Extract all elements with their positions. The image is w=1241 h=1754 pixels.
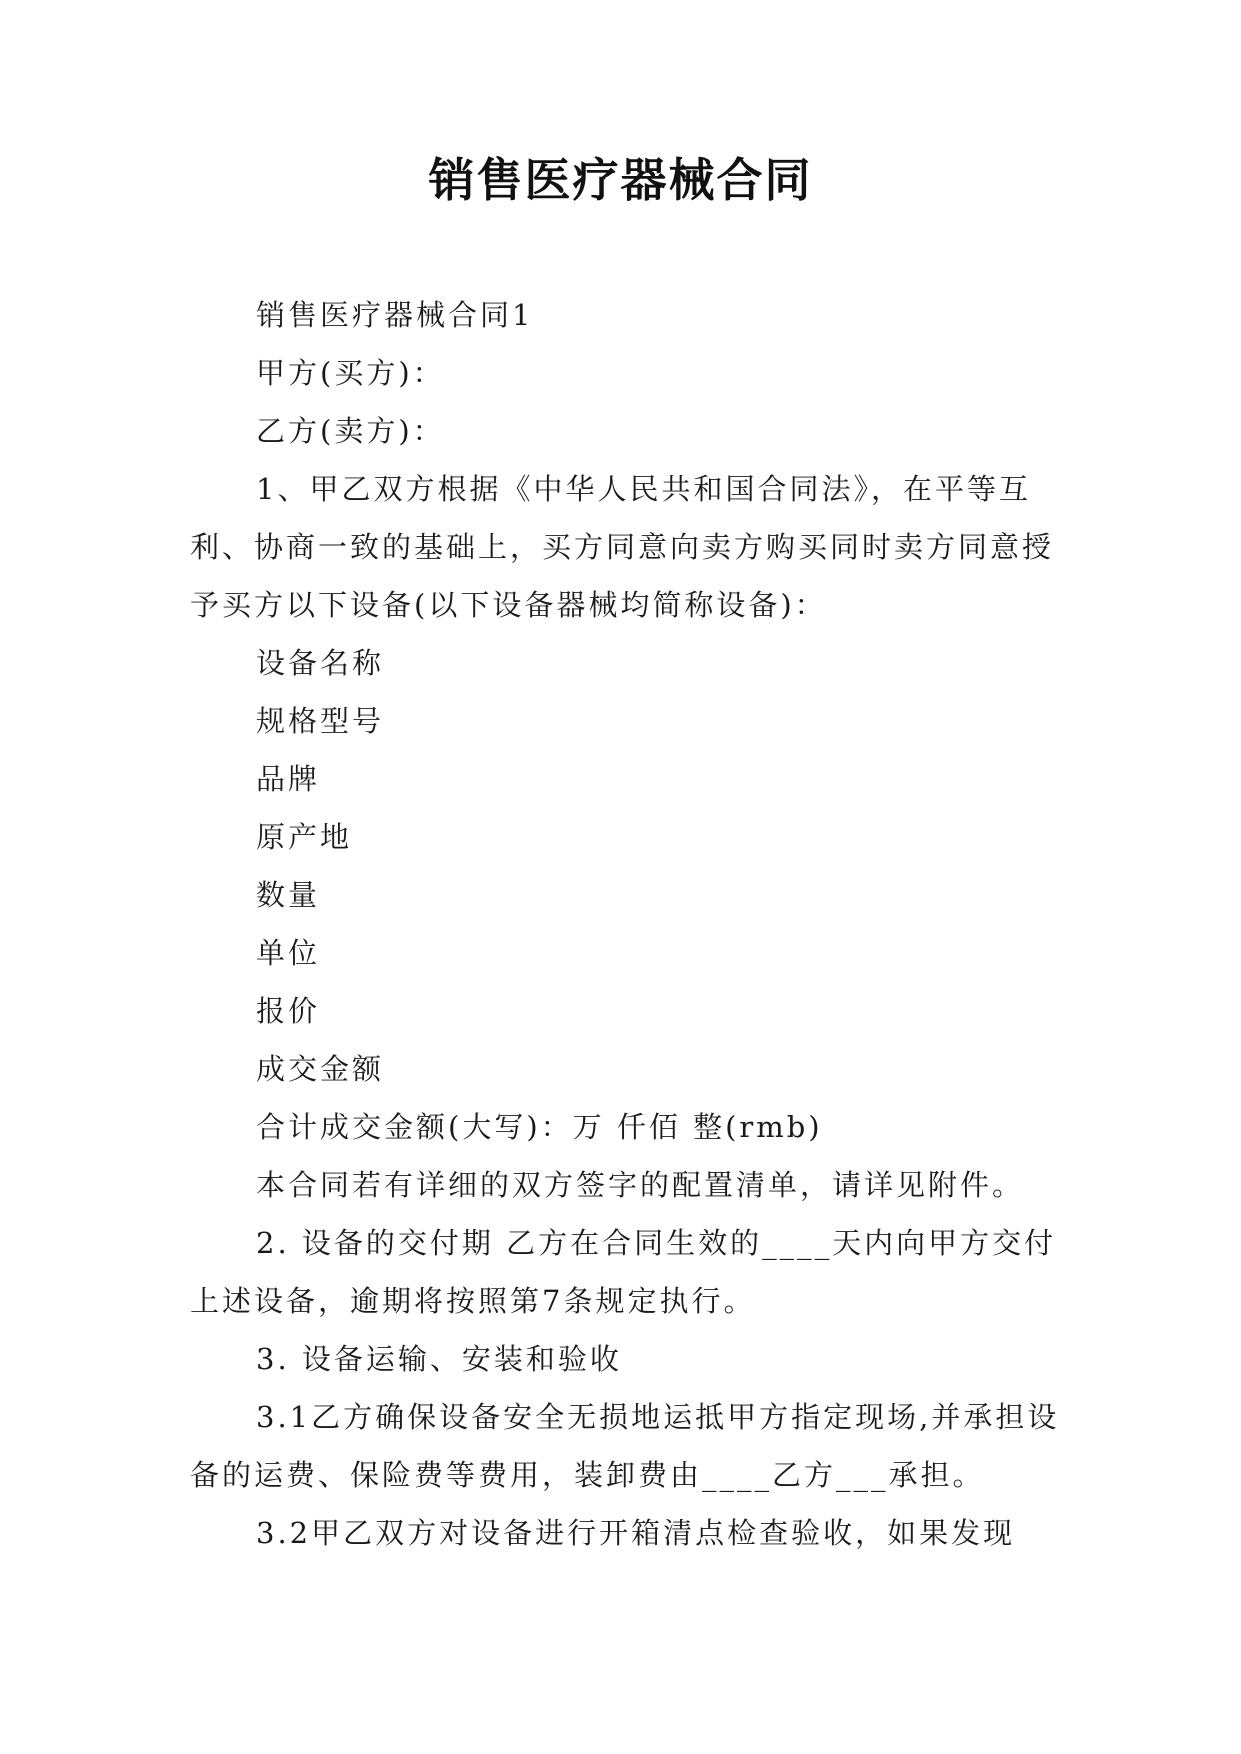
field-origin: 原产地 xyxy=(256,820,353,854)
field-amount: 成交金额 xyxy=(256,1052,385,1086)
field-model: 规格型号 xyxy=(256,704,385,738)
clause-3-2: 3.2甲乙双方对设备进行开箱清点检查验收，如果发现 xyxy=(256,1516,1016,1550)
clause-3: 3. 设备运输、安装和验收 xyxy=(256,1342,622,1376)
document-body xyxy=(190,286,1060,1562)
clause-3-1: 3.1乙方确保设备安全无损地运抵甲方指定现场,并承担设备的运费、保险费等费用，装卸费由____乙方___承担。 xyxy=(190,1400,1060,1492)
attachment-note: 本合同若有详细的双方签字的配置清单，请详见附件。 xyxy=(256,1168,1025,1202)
party-b: 乙方(卖方)： xyxy=(256,414,445,448)
party-a: 甲方(买方)： xyxy=(256,356,445,390)
field-total-amount: 合计成交金额(大写)：万 仟佰 整(rmb) xyxy=(256,1110,823,1144)
field-equipment-name: 设备名称 xyxy=(256,646,385,680)
clause-2: 2. 设备的交付期 乙方在合同生效的____天内向甲方交付上述设备，逾期将按照第7条规定执行。 xyxy=(190,1226,1057,1318)
field-quantity: 数量 xyxy=(256,878,321,912)
field-unit: 单位 xyxy=(256,936,321,970)
field-quote: 报价 xyxy=(256,994,321,1028)
clause-1: 1、甲乙双方根据《中华人民共和国合同法》，在平等互利、协商一致的基础上，买方同意向卖方购买同时卖方同意授予买方以下设备(以下设备器械均简称设备)： xyxy=(190,472,1055,622)
contract-heading: 销售医疗器械合同1 xyxy=(256,298,534,332)
field-brand: 品牌 xyxy=(256,762,321,796)
document-title: 销售医疗器械合同 xyxy=(428,153,813,207)
